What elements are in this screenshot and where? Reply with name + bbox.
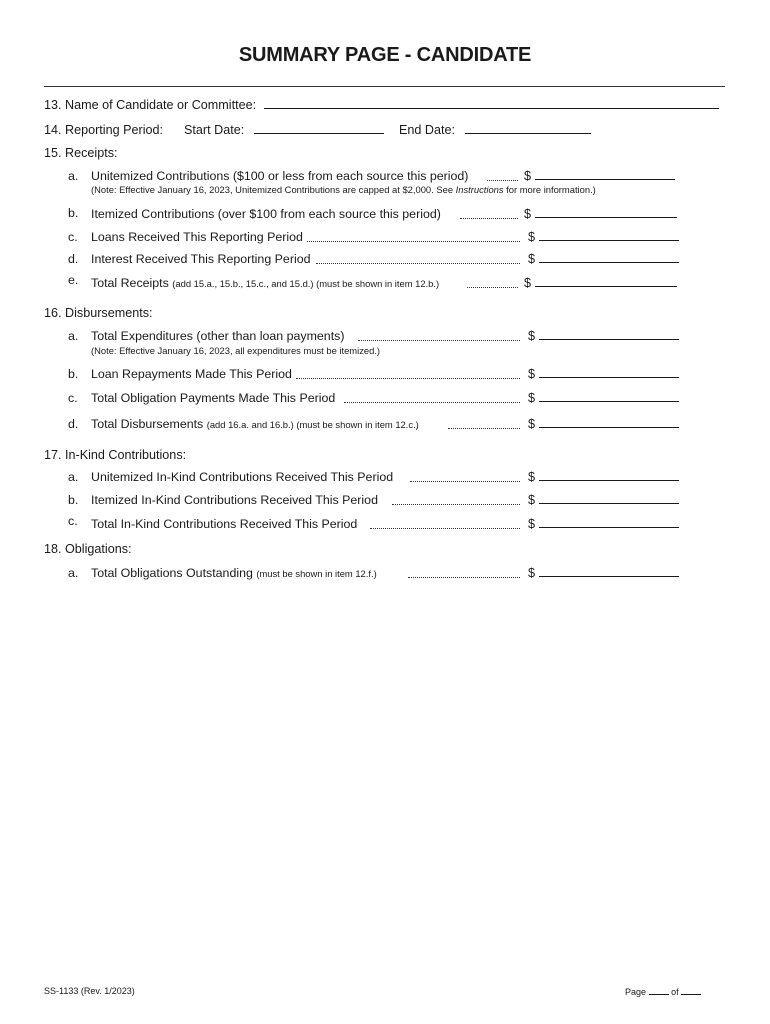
item-15e-amount [524,275,677,291]
item-15d-label: Interest Received This Reporting Period [91,252,311,266]
of-label: of [671,987,679,997]
item-17b-amount [528,492,679,508]
item-16d-letter: d. [68,417,79,431]
item-17-label: 17. In-Kind Contributions: [44,448,187,462]
item-15d-amount [528,251,679,267]
page-title: SUMMARY PAGE - CANDIDATE [238,44,532,66]
item-16c-amount [528,390,679,406]
leader-dots [344,402,520,403]
item-13-row [44,97,719,113]
item-15a-amount-field[interactable] [535,168,675,180]
page-number-field[interactable] [649,985,669,995]
item-16c-letter: c. [68,391,78,405]
note-instructions: Instructions [455,184,504,195]
item-15b-amount [524,206,677,222]
dollar-sign: $ [528,493,536,507]
leader-dots [296,378,520,379]
end-date-field[interactable] [465,122,591,134]
leader-dots [316,263,520,264]
start-date-group [184,122,384,138]
item-17b-label: Itemized In-Kind Contributions Received This Period [91,493,378,507]
end-date-label: End Date: [399,123,456,137]
item-18a-title: Total Obligations Outstanding [91,566,253,580]
leader-dots [358,340,520,341]
leader-dots [392,504,520,505]
item-16d-amount [528,416,679,432]
item-15d-letter: d. [68,252,79,266]
item-15d-amount-field[interactable] [539,251,679,263]
item-17c-amount-field[interactable] [539,516,679,528]
item-14-label: 14. Reporting Period: [44,123,164,137]
item-15a-note [91,184,596,196]
leader-dots [448,428,520,429]
item-18a-amount-field[interactable] [539,565,679,577]
title-divider [44,86,725,87]
item-16b-label: Loan Repayments Made This Period [91,367,292,381]
item-17c-label: Total In-Kind Contributions Received This Period [91,517,358,531]
item-15e-title: Total Receipts [91,276,169,290]
leader-dots [410,481,520,482]
item-16a-note: (Note: Effective January 16, 2023, all expenditures must be itemized.) [91,345,381,356]
item-16a-letter: a. [68,329,79,343]
leader-dots [370,528,520,529]
dollar-sign: $ [524,169,532,183]
dollar-sign: $ [528,566,536,580]
item-17a-amount-field[interactable] [539,469,679,481]
item-15e-amount-field[interactable] [535,275,677,287]
item-16d-label [91,416,419,433]
dollar-sign: $ [528,517,536,531]
note-text: (Note: Effective January 16, 2023, Unitemized Contributions are capped at $2,000. See [91,184,456,195]
item-17c-letter: c. [68,514,78,528]
item-15e-letter: e. [68,273,79,287]
item-15c-label: Loans Received This Reporting Period [91,230,303,244]
dollar-sign: $ [528,470,536,484]
item-16a-amount-field[interactable] [539,328,679,340]
item-17c-amount [528,516,679,532]
item-15b-amount-field[interactable] [535,206,677,218]
item-16b-amount [528,366,679,382]
dollar-sign: $ [524,207,532,221]
leader-dots [487,180,518,181]
item-17a-amount [528,469,679,485]
item-15b-label: Itemized Contributions (over $100 from each source this period) [91,207,441,221]
item-15e-instruction: (add 15.a., 15.b., 15.c., and 15.d.) (must be shown in item 12.b.) [172,278,440,289]
leader-dots [467,287,518,288]
page-number [625,985,701,998]
item-16c-label: Total Obligation Payments Made This Period [91,391,336,405]
item-18a-letter: a. [68,566,79,580]
start-date-field[interactable] [254,122,384,134]
dollar-sign: $ [528,417,536,431]
item-18-label: 18. Obligations: [44,542,132,556]
item-15-label: 15. Receipts: [44,146,118,160]
item-18a-label [91,565,377,582]
item-15a-label: Unitemized Contributions ($100 or less from each source this period) [91,169,469,183]
item-15a-letter: a. [68,169,79,183]
item-15a-amount [524,168,675,184]
item-15c-amount-field[interactable] [539,229,679,241]
note-text-end: for more information.) [503,184,596,195]
item-16d-amount-field[interactable] [539,416,679,428]
page-label: Page [625,987,647,997]
dollar-sign: $ [528,329,536,343]
item-15c-letter: c. [68,230,78,244]
candidate-name-field[interactable] [264,97,719,109]
item-17b-letter: b. [68,493,79,507]
item-15b-letter: b. [68,206,79,220]
dollar-sign: $ [528,252,536,266]
dollar-sign: $ [528,391,536,405]
end-date-group [399,122,591,138]
start-date-label: Start Date: [184,123,245,137]
item-16-label: 16. Disbursements: [44,306,153,320]
item-17a-label: Unitemized In-Kind Contributions Received This Period [91,470,394,484]
item-17a-letter: a. [68,470,79,484]
leader-dots [307,241,520,242]
item-15c-amount [528,229,679,245]
item-16a-amount [528,328,679,344]
item-15e-label [91,275,439,292]
item-16b-letter: b. [68,367,79,381]
item-16a-label: Total Expenditures (other than loan payments) [91,329,345,343]
leader-dots [460,218,518,219]
page-total-field[interactable] [681,985,701,995]
leader-dots [408,577,520,578]
dollar-sign: $ [528,367,536,381]
item-17b-amount-field[interactable] [539,492,679,504]
item-16c-amount-field[interactable] [539,390,679,402]
dollar-sign: $ [524,276,532,290]
form-id: SS-1133 (Rev. 1/2023) [44,986,135,996]
item-16d-instruction: (add 16.a. and 16.b.) (must be shown in item 12.c.) [206,419,419,430]
dollar-sign: $ [528,230,536,244]
item-14-row [44,122,163,138]
item-13-label: 13. Name of Candidate or Committee: [44,98,257,112]
item-18a-instruction: (must be shown in item 12.f.) [256,568,377,579]
item-18a-amount [528,565,679,581]
item-16d-title: Total Disbursements [91,417,204,431]
item-16b-amount-field[interactable] [539,366,679,378]
